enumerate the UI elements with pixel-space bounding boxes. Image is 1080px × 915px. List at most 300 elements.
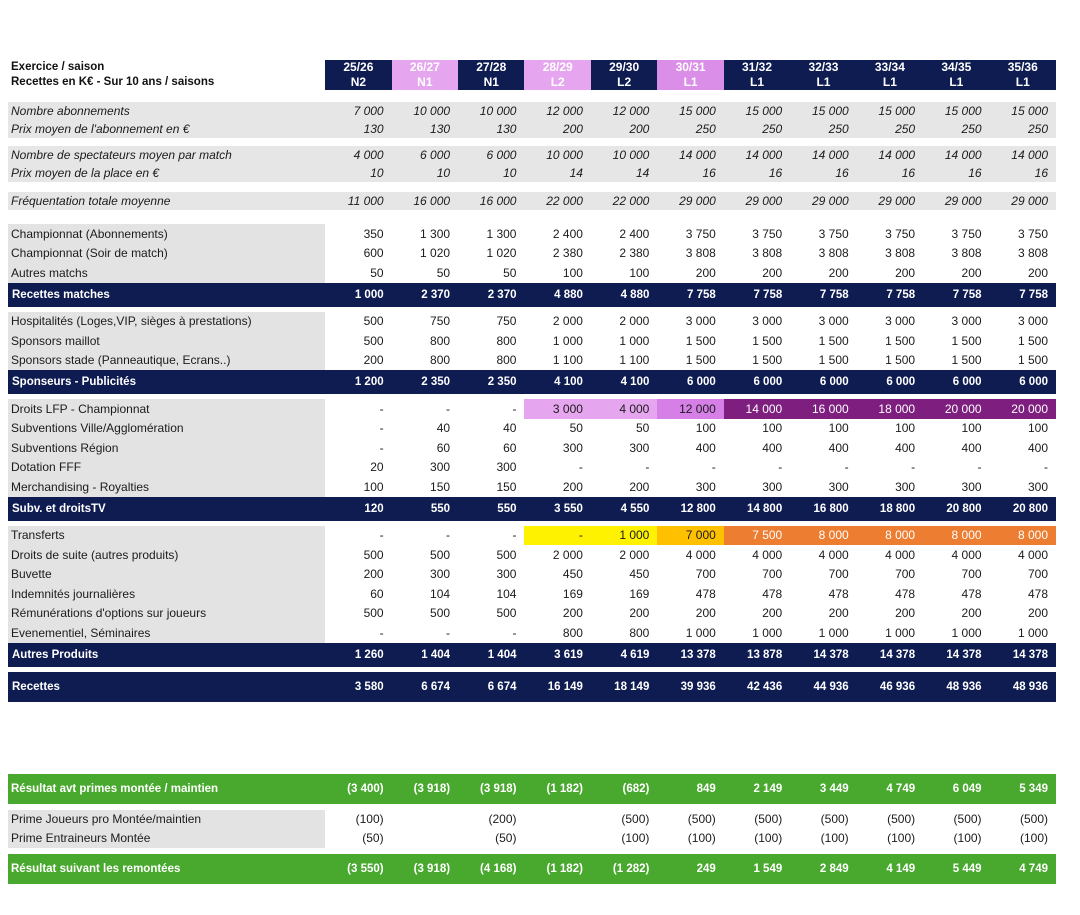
section-2-row-2-value-8: 1 500 (790, 331, 856, 351)
section-4-row-2-label: Droits de suite (autres produits) (8, 545, 325, 565)
section-4-row-4 (8, 584, 1056, 604)
grand-total-row-label: Recettes (8, 672, 325, 702)
section-4-row-3-value-1: 200 (325, 565, 391, 585)
section-3-row-3-value-5: 300 (591, 438, 657, 458)
section-3-row-3-value-11: 400 (990, 438, 1056, 458)
section-2-total-value-1: 1 200 (325, 370, 391, 394)
kpi-row-4-value-2: 10 (392, 164, 458, 182)
season-header-8: 32/33 (790, 60, 856, 75)
top-margin-cell (8, 0, 1056, 60)
prime-row-1-value-4 (524, 810, 590, 829)
league-header-9: L1 (857, 75, 923, 90)
section-2-row-1-value-7: 3 000 (724, 312, 790, 332)
section-3-row-2-value-5: 50 (591, 419, 657, 439)
section-2-row-2 (8, 331, 1056, 351)
result-after-row-value-10: 5 449 (923, 854, 989, 884)
section-3-row-4-value-2: 300 (392, 458, 458, 478)
section-3-row-5-value-11: 300 (990, 477, 1056, 497)
kpi-row-5 (8, 192, 1056, 210)
kpi-row-1-value-7: 15 000 (724, 102, 790, 120)
section-3-row-4 (8, 458, 1056, 478)
kpi-row-5-value-1: 11 000 (325, 192, 391, 210)
prime-row-1-value-3: (200) (488, 812, 517, 826)
section-4-total-value-10: 14 378 (923, 643, 989, 667)
section-2-total-value-2: 2 350 (392, 370, 458, 394)
kpi-row-2-value-10: 250 (923, 120, 989, 138)
header-league-row (8, 75, 1056, 90)
section-4-row-3-value-3: 300 (458, 565, 524, 585)
section-2-total (8, 370, 1056, 394)
prime-row-1-value-5: (500) (621, 812, 650, 826)
section-1-total-value-1: 1 000 (325, 283, 391, 307)
section-3-row-4-value-7: - (724, 458, 790, 478)
section-3-row-2-value-4: 50 (524, 419, 590, 439)
section-4-row-5-value-2: 500 (392, 604, 458, 624)
section-1-total-value-8: 7 758 (790, 283, 856, 307)
section-4-row-1-label: Transferts (8, 526, 325, 546)
kpi-row-1-value-2: 10 000 (392, 102, 458, 120)
section-4-row-6-value-8: 1 000 (790, 623, 856, 643)
section-4-row-1-value-4: - (524, 526, 590, 546)
section-1-row-1-value-1: 350 (325, 224, 391, 244)
section-1-row-3-value-6: 200 (657, 263, 723, 283)
section-4-total-value-6: 13 378 (657, 643, 723, 667)
kpi-row-4-value-3: 10 (458, 164, 524, 182)
section-2-total-value-11: 6 000 (990, 370, 1056, 394)
prime-row-2-value-5: (100) (621, 831, 650, 845)
section-4-row-2-value-3: 500 (458, 545, 524, 565)
section-4-row-3-value-9: 700 (857, 565, 923, 585)
section-1-total-value-4: 4 880 (524, 283, 590, 307)
section-4-row-6-value-3: - (458, 623, 524, 643)
section-1-row-2 (8, 244, 1056, 264)
section-3-total-value-1: 120 (325, 497, 391, 521)
result-after-row-label: Résultat suivant les remontées (8, 854, 325, 884)
section-2-row-3-value-6: 1 500 (657, 351, 723, 371)
section-1-row-2-label: Championnat (Soir de match) (8, 244, 325, 264)
prime-row-2-value-1: (50) (362, 831, 384, 845)
kpi-row-5-value-2: 16 000 (392, 192, 458, 210)
results-gap-cell (8, 702, 1056, 774)
section-1-row-1-value-9: 3 750 (857, 224, 923, 244)
section-4-row-1-value-7: 7 500 (724, 526, 790, 546)
kpi-row-1-value-9: 15 000 (857, 102, 923, 120)
season-header-7: 31/32 (724, 60, 790, 75)
section-3-row-4-value-6: - (657, 458, 723, 478)
section-3-row-5-value-10: 300 (923, 477, 989, 497)
section-3-row-4-value-5: - (591, 458, 657, 478)
section-4-row-2-value-4: 2 000 (524, 545, 590, 565)
kpi-gap-2 (8, 182, 1056, 192)
section-4-row-2-value-10: 4 000 (923, 545, 989, 565)
result-before-row-value-9: 4 749 (857, 774, 923, 804)
section-3-row-3-value-6: 400 (657, 438, 723, 458)
prime-row-2-value-3: (50) (495, 831, 517, 845)
section-4-row-3-value-5: 450 (591, 565, 657, 585)
section-4-row-6-value-9: 1 000 (857, 623, 923, 643)
prime-row-1-value-6: (500) (687, 812, 716, 826)
section-3-total-value-2: 550 (392, 497, 458, 521)
prime-row-1-value-10: (500) (953, 812, 982, 826)
kpi-row-3 (8, 146, 1056, 164)
section-1-total-value-5: 4 880 (591, 283, 657, 307)
section-3-total-value-11: 20 800 (990, 497, 1056, 521)
section-4-row-4-value-2: 104 (392, 584, 458, 604)
kpi-row-4-value-10: 16 (923, 164, 989, 182)
league-header-2: N1 (392, 75, 458, 90)
result-after-row-value-11: 4 749 (990, 854, 1056, 884)
section-4-row-1-value-5: 1 000 (591, 526, 657, 546)
section-2-row-2-value-2: 800 (392, 331, 458, 351)
season-header-4: 28/29 (524, 60, 590, 75)
section-4-row-6-value-5: 800 (591, 623, 657, 643)
section-4-row-3-value-8: 700 (790, 565, 856, 585)
section-4-row-2-value-2: 500 (392, 545, 458, 565)
section-4-row-5-value-4: 200 (524, 604, 590, 624)
result-after-row-value-6: 249 (657, 854, 723, 884)
section-3-row-2-value-1: - (325, 419, 391, 439)
top-margin (8, 0, 1056, 60)
section-4-row-4-value-6: 478 (657, 584, 723, 604)
section-2-row-2-value-6: 1 500 (657, 331, 723, 351)
kpi-row-4 (8, 164, 1056, 182)
kpi-row-1-value-6: 15 000 (657, 102, 723, 120)
section-3-row-4-value-3: 300 (458, 458, 524, 478)
section-3-row-3-value-3: 60 (458, 438, 524, 458)
section-2-row-1-value-3: 750 (458, 312, 524, 332)
header-season-row (8, 60, 1056, 75)
section-1-total-label: Recettes matches (8, 283, 325, 307)
section-4-row-2-value-6: 4 000 (657, 545, 723, 565)
section-3-row-1-value-9: 18 000 (857, 399, 923, 419)
section-4-row-6-value-2: - (392, 623, 458, 643)
section-3-row-2-value-3: 40 (458, 419, 524, 439)
section-2-total-value-9: 6 000 (857, 370, 923, 394)
section-2-row-1-label: Hospitalités (Loges,VIP, sièges à prestations) (8, 312, 325, 332)
kpi-row-1-value-11: 15 000 (990, 102, 1056, 120)
section-4-row-6-value-4: 800 (524, 623, 590, 643)
league-header-1: N2 (325, 75, 391, 90)
season-header-5: 29/30 (591, 60, 657, 75)
section-3-total (8, 497, 1056, 521)
kpi-row-2-value-3: 130 (458, 120, 524, 138)
section-4-row-3-value-10: 700 (923, 565, 989, 585)
header-gap-cell (8, 90, 1056, 102)
result-before-row-value-2: (3 918) (392, 774, 458, 804)
section-2-row-1-value-10: 3 000 (923, 312, 989, 332)
section-4-total-value-7: 13 878 (724, 643, 790, 667)
result-before-row-value-7: 2 149 (724, 774, 790, 804)
revenue-spreadsheet (8, 0, 1056, 884)
grand-total-row-value-3: 6 674 (458, 672, 524, 702)
section-4-row-3-value-7: 700 (724, 565, 790, 585)
kpi-row-1 (8, 102, 1056, 120)
header-title-line2: Recettes en K€ - Sur 10 ans / saisons (11, 76, 215, 88)
section-4-row-6-value-6: 1 000 (657, 623, 723, 643)
kpi-row-3-value-11: 14 000 (990, 146, 1056, 164)
kpi-row-3-value-4: 10 000 (524, 146, 590, 164)
kpi-gap-1-cell (8, 138, 1056, 146)
section-3-row-3-value-4: 300 (524, 438, 590, 458)
section-1-row-3-value-4: 100 (524, 263, 590, 283)
kpi-row-1-value-1: 7 000 (325, 102, 391, 120)
section-2-total-value-3: 2 350 (458, 370, 524, 394)
kpi-row-4-value-8: 16 (790, 164, 856, 182)
prime-row-1-value-11: (500) (1019, 812, 1048, 826)
grand-total-row-value-6: 39 936 (657, 672, 723, 702)
prime-row-2-value-11: (100) (1019, 831, 1048, 845)
section-4-row-1-value-8: 8 000 (790, 526, 856, 546)
section-4-row-1 (8, 526, 1056, 546)
section-4-row-4-value-4: 169 (524, 584, 590, 604)
section-1-total-value-7: 7 758 (724, 283, 790, 307)
section-3-row-3-label: Subventions Région (8, 438, 325, 458)
section-3-row-1-value-8: 16 000 (790, 399, 856, 419)
section-2-row-3-value-11: 1 500 (990, 351, 1056, 371)
section-3-row-3-value-2: 60 (392, 438, 458, 458)
section-4-row-5-value-3: 500 (458, 604, 524, 624)
prime-row-2 (8, 829, 1056, 848)
section-1-row-3-value-5: 100 (591, 263, 657, 283)
section-4-row-2-value-1: 500 (325, 545, 391, 565)
section-1-row-1-value-7: 3 750 (724, 224, 790, 244)
kpi-row-4-value-4: 14 (524, 164, 590, 182)
section-4-row-1-value-10: 8 000 (923, 526, 989, 546)
kpi-row-1-label: Nombre abonnements (8, 102, 325, 120)
section-3-total-value-3: 550 (458, 497, 524, 521)
section-4-row-1-value-9: 8 000 (857, 526, 923, 546)
kpi-row-3-value-2: 6 000 (392, 146, 458, 164)
section-4-row-5-value-11: 200 (990, 604, 1056, 624)
kpi-row-2-value-9: 250 (857, 120, 923, 138)
kpi-row-1-value-10: 15 000 (923, 102, 989, 120)
section-1-row-2-value-11: 3 808 (990, 244, 1056, 264)
section-3-row-1-value-6: 12 000 (657, 399, 723, 419)
section-1-total-value-2: 2 370 (392, 283, 458, 307)
grand-total-row (8, 672, 1056, 702)
section-3-row-4-label: Dotation FFF (8, 458, 325, 478)
grand-total-row-value-11: 48 936 (990, 672, 1056, 702)
league-header-6: L1 (657, 75, 723, 90)
kpi-row-1-value-5: 12 000 (591, 102, 657, 120)
section-2-row-3-value-10: 1 500 (923, 351, 989, 371)
kpi-row-2-value-2: 130 (392, 120, 458, 138)
section-3-row-5 (8, 477, 1056, 497)
kpi-row-4-value-1: 10 (325, 164, 391, 182)
season-header-1: 25/26 (325, 60, 391, 75)
kpi-row-5-value-4: 22 000 (524, 192, 590, 210)
section-4-row-3-value-6: 700 (657, 565, 723, 585)
section-1-row-2-value-3: 1 020 (458, 244, 524, 264)
kpi-bottom-gap-cell (8, 210, 1056, 224)
section-4-total-value-2: 1 404 (392, 643, 458, 667)
kpi-gap-2-cell (8, 182, 1056, 192)
result-after-row-value-9: 4 149 (857, 854, 923, 884)
prime-row-1 (8, 810, 1056, 829)
section-3-total-value-9: 18 800 (857, 497, 923, 521)
section-2-row-3-value-7: 1 500 (724, 351, 790, 371)
section-3-row-5-value-7: 300 (724, 477, 790, 497)
section-2-row-1-value-4: 2 000 (524, 312, 590, 332)
kpi-row-5-label: Fréquentation totale moyenne (8, 192, 325, 210)
section-3-total-value-7: 14 800 (724, 497, 790, 521)
result-after-row-value-8: 2 849 (790, 854, 856, 884)
section-4-row-1-value-1: - (325, 526, 391, 546)
season-header-11: 35/36 (990, 60, 1056, 75)
prime-row-2-value-8: (100) (820, 831, 849, 845)
section-4-total-value-3: 1 404 (458, 643, 524, 667)
section-4-row-2-value-5: 2 000 (591, 545, 657, 565)
kpi-row-2-value-1: 130 (325, 120, 391, 138)
section-3-row-4-value-10: - (923, 458, 989, 478)
section-4-total-value-11: 14 378 (990, 643, 1056, 667)
season-header-6: 30/31 (657, 60, 723, 75)
section-3-total-label: Subv. et droitsTV (8, 497, 325, 521)
section-1-row-2-value-6: 3 808 (657, 244, 723, 264)
section-3-row-2 (8, 419, 1056, 439)
section-4-row-6-value-7: 1 000 (724, 623, 790, 643)
section-3-row-1-value-1: - (325, 399, 391, 419)
section-2-row-2-value-7: 1 500 (724, 331, 790, 351)
result-after-row (8, 854, 1056, 884)
section-1-total-value-6: 7 758 (657, 283, 723, 307)
section-4-row-3-value-11: 700 (990, 565, 1056, 585)
result-before-row-value-8: 3 449 (790, 774, 856, 804)
section-1-row-2-value-2: 1 020 (392, 244, 458, 264)
kpi-row-2-value-5: 200 (591, 120, 657, 138)
section-4-row-1-value-2: - (392, 526, 458, 546)
section-3-row-3-value-7: 400 (724, 438, 790, 458)
season-header-10: 34/35 (923, 60, 989, 75)
section-2-row-2-value-10: 1 500 (923, 331, 989, 351)
section-3-row-4-value-9: - (857, 458, 923, 478)
section-1-row-2-value-1: 600 (325, 244, 391, 264)
kpi-row-3-value-9: 14 000 (857, 146, 923, 164)
prime-row-1-value-2 (392, 810, 458, 829)
kpi-row-5-value-10: 29 000 (923, 192, 989, 210)
section-4-row-4-value-8: 478 (790, 584, 856, 604)
section-2-row-2-label: Sponsors maillot (8, 331, 325, 351)
league-header-4: L2 (524, 75, 590, 90)
section-3-total-value-4: 3 550 (524, 497, 590, 521)
section-3-row-2-value-10: 100 (923, 419, 989, 439)
section-2-row-2-value-1: 500 (325, 331, 391, 351)
section-4-row-6-value-10: 1 000 (923, 623, 989, 643)
section-1-total-value-10: 7 758 (923, 283, 989, 307)
section-4-row-6-value-1: - (325, 623, 391, 643)
section-2-total-value-8: 6 000 (790, 370, 856, 394)
kpi-row-4-label: Prix moyen de la place en € (8, 164, 325, 182)
section-4-row-6-value-11: 1 000 (990, 623, 1056, 643)
section-3-row-3 (8, 438, 1056, 458)
kpi-gap-1 (8, 138, 1056, 146)
section-1-row-1-value-6: 3 750 (657, 224, 723, 244)
section-3-row-1-value-11: 20 000 (990, 399, 1056, 419)
section-3-row-2-label: Subventions Ville/Agglomération (8, 419, 325, 439)
section-1-total (8, 283, 1056, 307)
season-header-2: 26/27 (392, 60, 458, 75)
section-1-total-value-3: 2 370 (458, 283, 524, 307)
section-1-row-3-value-9: 200 (857, 263, 923, 283)
section-2-row-2-value-11: 1 500 (990, 331, 1056, 351)
section-4-total (8, 643, 1056, 667)
section-4-row-5-label: Rémunérations d'options sur joueurs (8, 604, 325, 624)
section-2-total-value-6: 6 000 (657, 370, 723, 394)
section-4-row-5-value-8: 200 (790, 604, 856, 624)
section-3-row-1-value-2: - (392, 399, 458, 419)
section-1-row-1-value-2: 1 300 (392, 224, 458, 244)
section-2-row-1-value-5: 2 000 (591, 312, 657, 332)
kpi-row-3-value-10: 14 000 (923, 146, 989, 164)
section-4-row-5-value-6: 200 (657, 604, 723, 624)
section-4-row-5 (8, 604, 1056, 624)
section-2-row-1-value-1: 500 (325, 312, 391, 332)
prime-row-2-label: Prime Entraineurs Montée (8, 829, 325, 848)
section-4-row-6 (8, 623, 1056, 643)
prime-row-1-value-8: (500) (820, 812, 849, 826)
result-before-row-value-6: 849 (657, 774, 723, 804)
section-2-row-3-value-4: 1 100 (524, 351, 590, 371)
section-3-row-5-value-2: 150 (392, 477, 458, 497)
section-4-row-2-value-11: 4 000 (990, 545, 1056, 565)
section-3-total-value-5: 4 550 (591, 497, 657, 521)
section-4-row-4-value-10: 478 (923, 584, 989, 604)
section-3-row-2-value-2: 40 (392, 419, 458, 439)
league-header-7: L1 (724, 75, 790, 90)
result-after-row-value-4: (1 182) (524, 854, 590, 884)
section-1-row-3-label: Autres matchs (8, 263, 325, 283)
section-2-row-1-value-11: 3 000 (990, 312, 1056, 332)
section-4-row-4-value-1: 60 (325, 584, 391, 604)
section-1-row-2-value-4: 2 380 (524, 244, 590, 264)
section-2-row-3-value-3: 800 (458, 351, 524, 371)
section-4-row-4-value-11: 478 (990, 584, 1056, 604)
prime-row-1-label: Prime Joueurs pro Montée/maintien (8, 810, 325, 829)
section-3-row-4-value-4: - (524, 458, 590, 478)
kpi-row-3-value-8: 14 000 (790, 146, 856, 164)
section-3-row-1-value-7: 14 000 (724, 399, 790, 419)
result-after-row-value-7: 1 549 (724, 854, 790, 884)
section-1-row-3-value-1: 50 (325, 263, 391, 283)
section-2-row-3-value-5: 1 100 (591, 351, 657, 371)
section-2-total-value-7: 6 000 (724, 370, 790, 394)
section-1-row-1-value-10: 3 750 (923, 224, 989, 244)
prime-row-2-value-7: (100) (754, 831, 783, 845)
prime-row-1-value-9: (500) (887, 812, 916, 826)
prime-row-2-value-6: (100) (687, 831, 716, 845)
kpi-row-2-value-4: 200 (524, 120, 590, 138)
section-1-row-3 (8, 263, 1056, 283)
kpi-row-5-value-3: 16 000 (458, 192, 524, 210)
section-3-row-2-value-9: 100 (857, 419, 923, 439)
section-3-total-value-8: 16 800 (790, 497, 856, 521)
prime-row-2-value-2 (392, 829, 458, 848)
season-header-3: 27/28 (458, 60, 524, 75)
kpi-row-2-value-11: 250 (990, 120, 1056, 138)
section-3-row-2-value-7: 100 (724, 419, 790, 439)
prime-row-2-value-9: (100) (887, 831, 916, 845)
kpi-row-1-value-4: 12 000 (524, 102, 590, 120)
section-1-row-1-value-3: 1 300 (458, 224, 524, 244)
section-4-row-5-value-7: 200 (724, 604, 790, 624)
header-title-line1: Exercice / saison (11, 61, 105, 73)
grand-total-row-value-8: 44 936 (790, 672, 856, 702)
section-1-total-value-11: 7 758 (990, 283, 1056, 307)
result-after-row-value-3: (4 168) (458, 854, 524, 884)
section-1-row-2-value-5: 2 380 (591, 244, 657, 264)
section-3-row-5-value-3: 150 (458, 477, 524, 497)
league-header-10: L1 (923, 75, 989, 90)
